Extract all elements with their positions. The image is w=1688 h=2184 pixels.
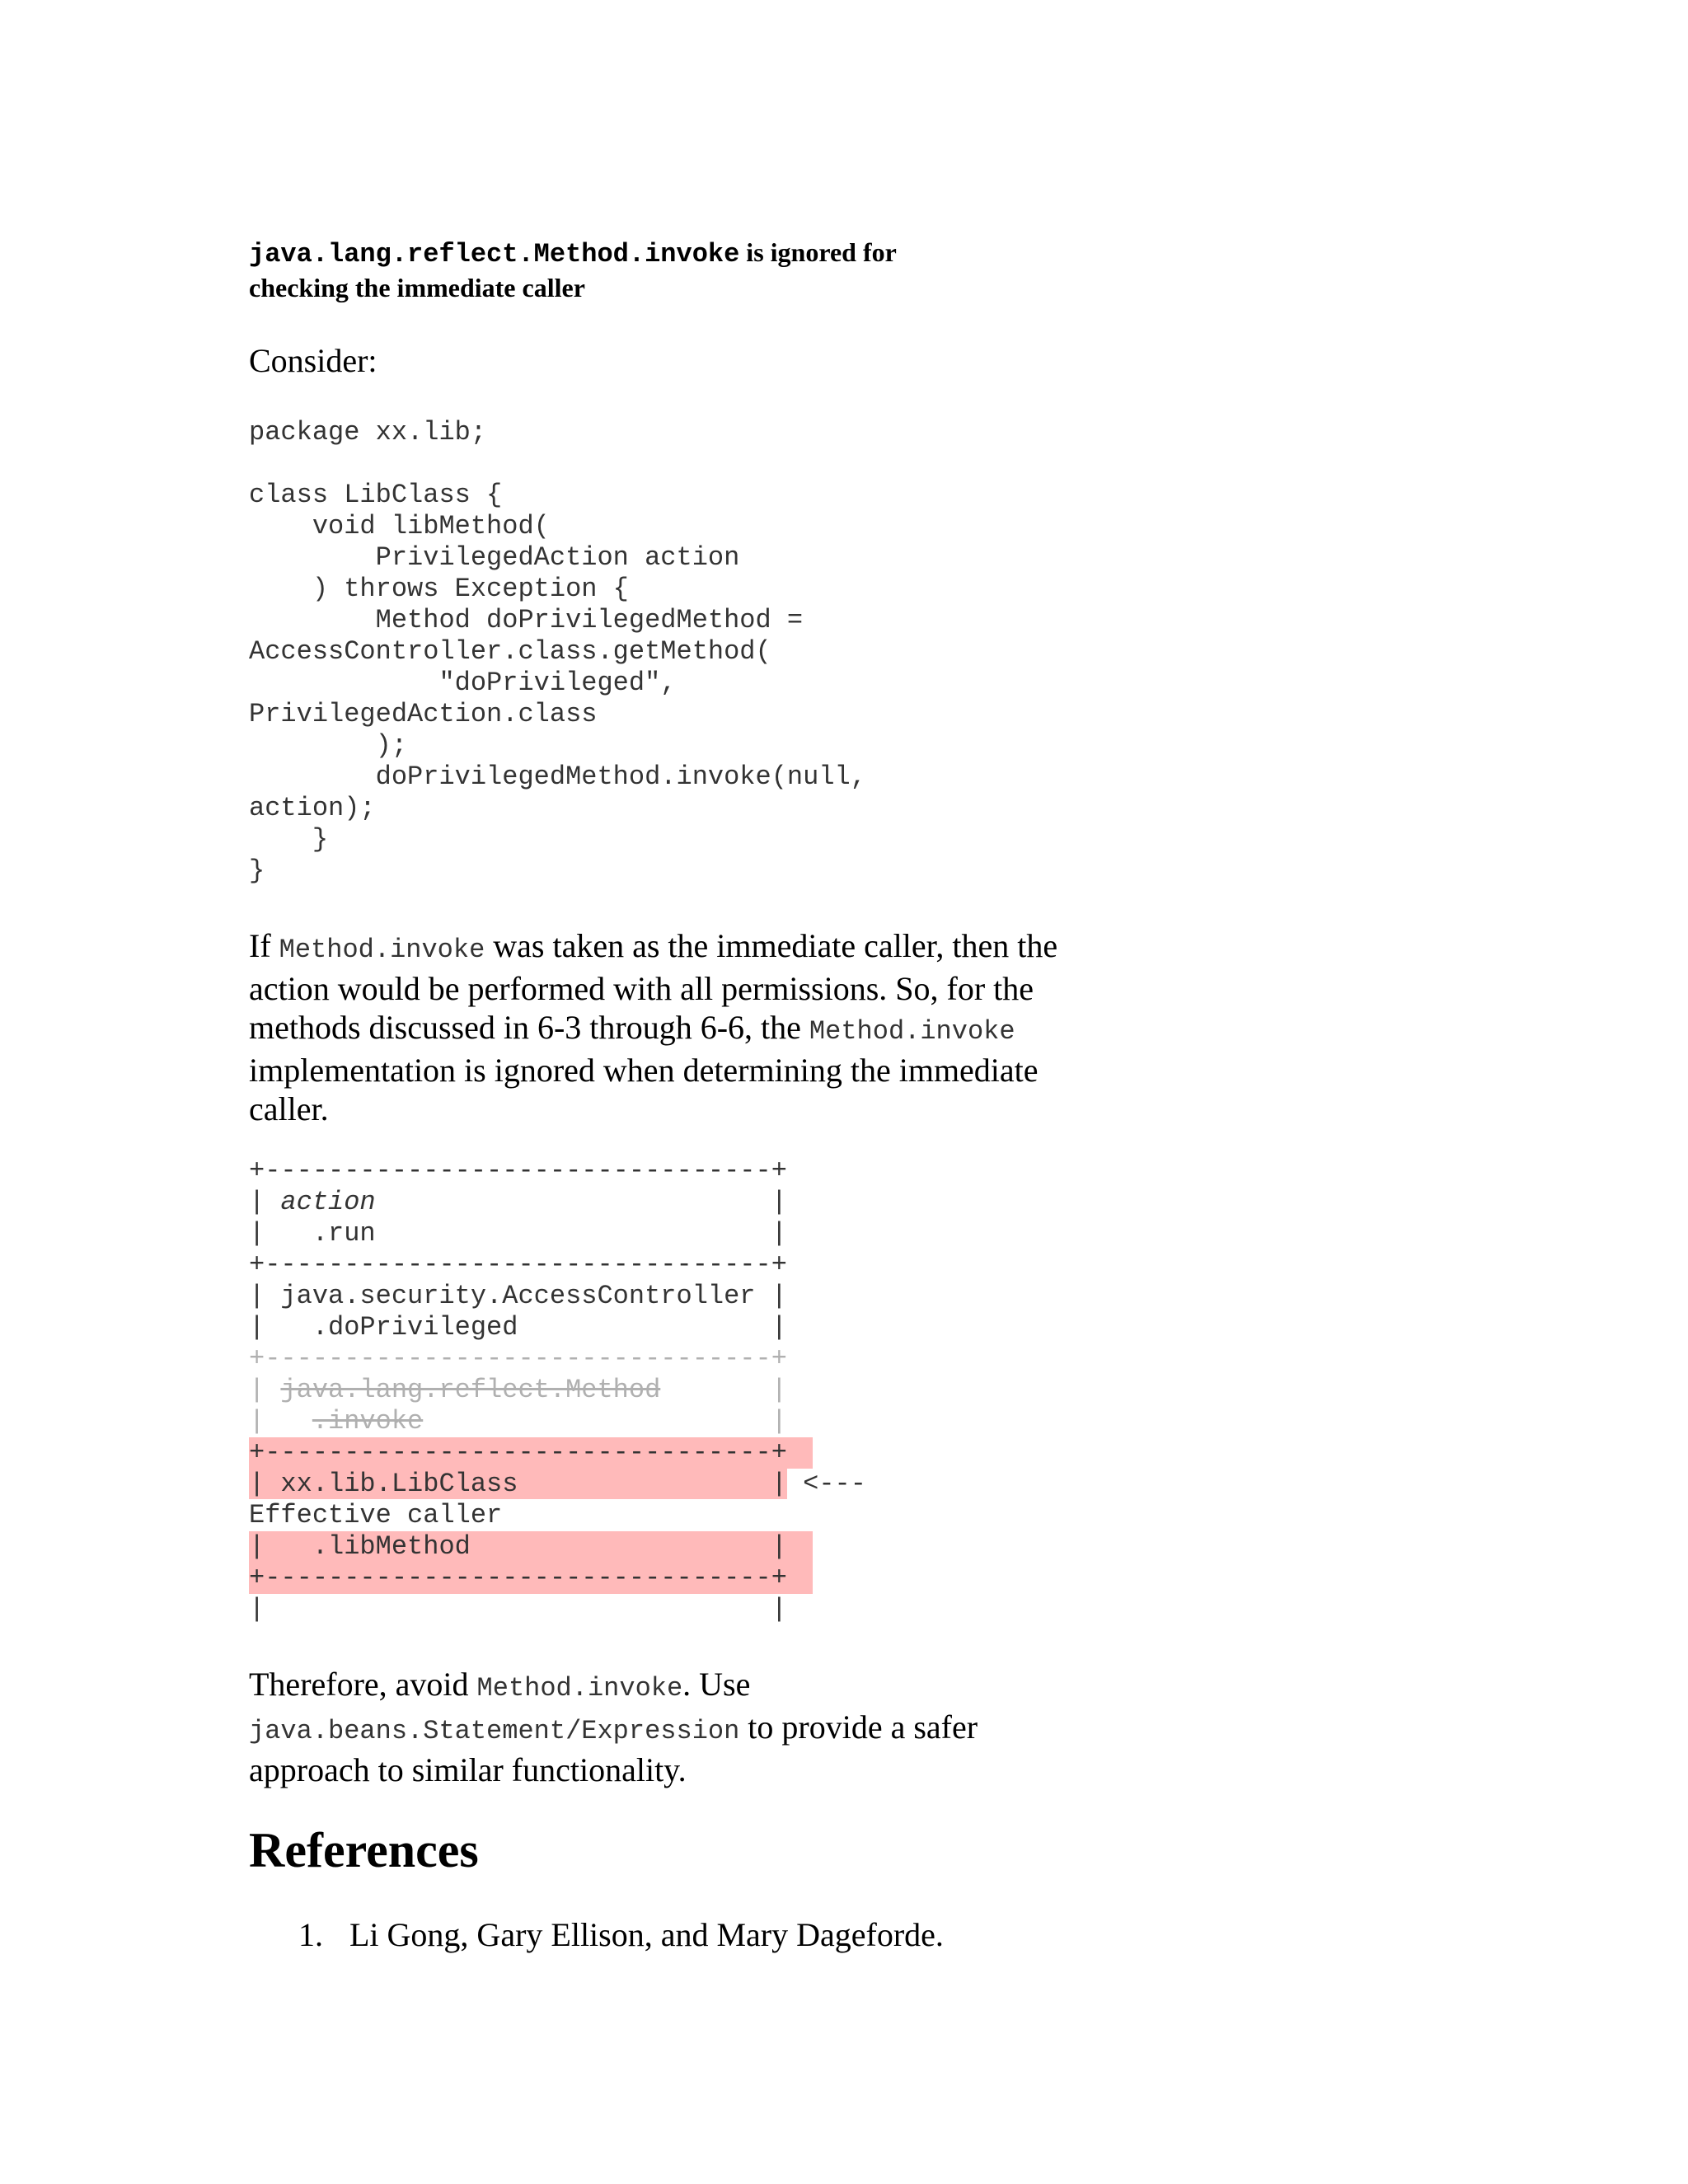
- consider-label: Consider:: [249, 342, 377, 379]
- diagram-line-highlight: | .libMethod |: [249, 1531, 813, 1563]
- diagram-strike-text: .invoke: [312, 1406, 424, 1436]
- diagram-text: |: [375, 1187, 787, 1217]
- code-line: AccessController.class.getMethod(: [249, 636, 771, 667]
- reference-text: Li Gong, Gary Ellison, and Mary Dageforde.: [349, 1916, 944, 1953]
- code-line: package xx.lib;: [249, 417, 487, 448]
- reference-item: [298, 1915, 944, 1954]
- diagram-strike-text: java.lang.reflect.Method: [280, 1375, 661, 1405]
- code-line: PrivilegedAction action: [249, 542, 740, 573]
- code-block: [249, 417, 866, 887]
- paragraph-text: If: [249, 927, 279, 964]
- diagram-line-effective: [249, 1469, 866, 1500]
- paragraph-avoid-invoke: [249, 1665, 1073, 1789]
- paragraph-text: implementation is ignored when determining the immediate caller.: [249, 1052, 1039, 1127]
- inline-code: java.beans.Statement/Expression: [249, 1716, 740, 1746]
- diagram-highlight-text: | xx.lib.LibClass |: [249, 1469, 787, 1499]
- diagram-line-struck: [249, 1406, 866, 1437]
- paragraph-text: was taken as the immediate caller, then the action would be performed with all permissions. So, for the methods discussed in 6-3 through 6-6, the: [249, 927, 1058, 1046]
- code-line: class LibClass {: [249, 480, 503, 510]
- code-line: action);: [249, 793, 376, 823]
- paragraph-text: to provide a safer approach to similar functionality.: [249, 1708, 978, 1788]
- diagram-line: | .doPrivileged |: [249, 1312, 787, 1343]
- paragraph-immediate-caller: [249, 926, 1073, 1128]
- diagram-text: |: [249, 1406, 312, 1436]
- code-line: PrivilegedAction.class: [249, 699, 598, 729]
- heading-text-1: is ignored for: [739, 237, 897, 267]
- reference-number: 1.: [298, 1916, 323, 1953]
- code-line: doPrivilegedMethod.invoke(null,: [249, 762, 866, 792]
- diagram-text: |: [423, 1406, 787, 1436]
- heading-code: java.lang.reflect.Method.invoke: [249, 239, 740, 269]
- diagram-italic-text: action: [280, 1187, 376, 1217]
- effective-caller-arrow: <---: [786, 1469, 866, 1499]
- inline-code: Method.invoke: [279, 935, 485, 965]
- inline-code: Method.invoke: [476, 1673, 683, 1704]
- call-stack-diagram: [249, 1155, 866, 1625]
- diagram-border-faded: +--------------------------------+: [249, 1343, 787, 1374]
- effective-caller-label: Effective caller: [249, 1500, 503, 1530]
- diagram-line: | |: [249, 1594, 787, 1624]
- code-line: }: [249, 824, 329, 855]
- references-list: [298, 1915, 944, 1954]
- diagram-border: +--------------------------------+: [249, 1155, 787, 1186]
- diagram-line: [249, 1187, 866, 1218]
- diagram-text: |: [249, 1375, 281, 1405]
- diagram-line: | .run |: [249, 1218, 787, 1249]
- diagram-line: | java.security.AccessController |: [249, 1281, 787, 1311]
- code-line: Method doPrivilegedMethod =: [249, 605, 804, 635]
- diagram-border-highlight: +--------------------------------+: [249, 1437, 813, 1469]
- diagram-text: |: [249, 1187, 281, 1217]
- paragraph-text: . Use: [682, 1666, 751, 1703]
- diagram-border: +--------------------------------+: [249, 1249, 787, 1280]
- code-line: ) throws Exception {: [249, 574, 629, 604]
- code-line: }: [249, 855, 265, 886]
- diagram-border-highlight: +--------------------------------+: [249, 1563, 813, 1594]
- heading-text-2: checking the immediate caller: [249, 273, 585, 302]
- inline-code: Method.invoke: [809, 1016, 1015, 1047]
- code-line: );: [249, 730, 408, 761]
- section-heading: [249, 236, 991, 305]
- code-line: void libMethod(: [249, 511, 550, 541]
- paragraph-text: Therefore, avoid: [249, 1666, 477, 1703]
- diagram-line-struck: [249, 1375, 866, 1406]
- code-line: "doPrivileged",: [249, 668, 677, 698]
- diagram-text: |: [660, 1375, 787, 1405]
- references-heading: References: [249, 1823, 479, 1877]
